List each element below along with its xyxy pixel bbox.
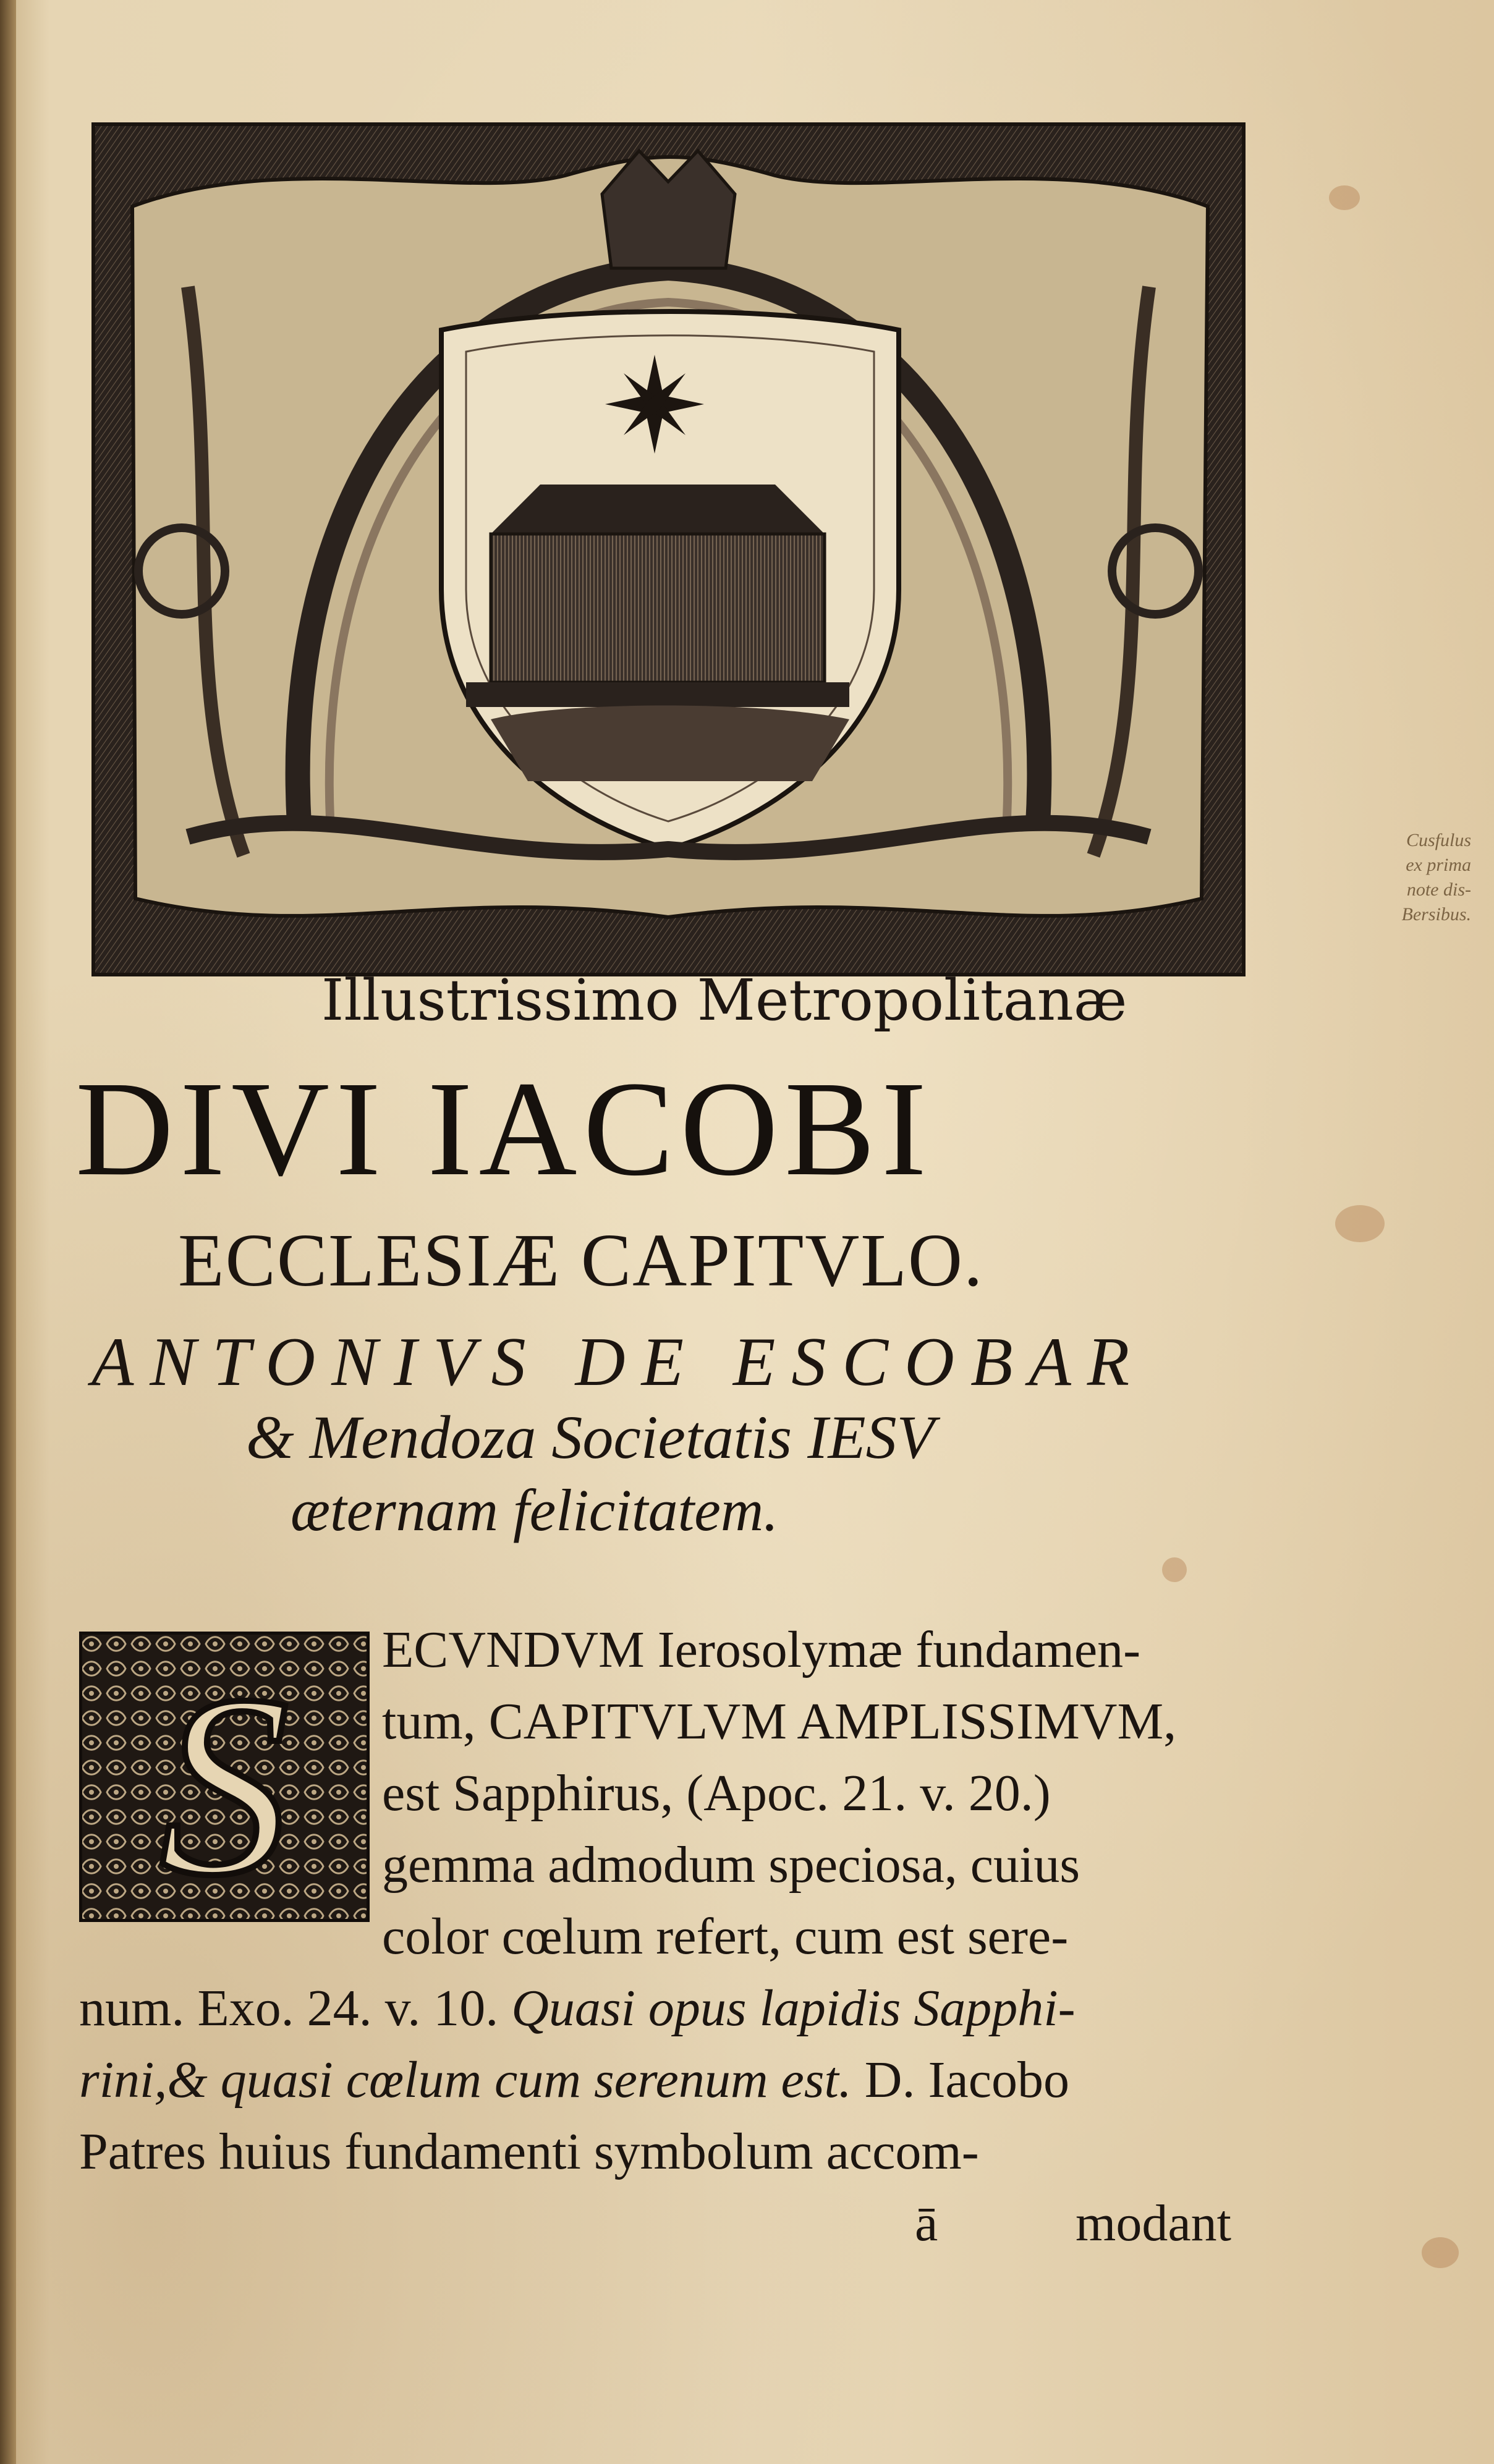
author-line-2: & Mendoza Societatis IESV — [246, 1403, 935, 1471]
foxing-stain — [1329, 185, 1360, 210]
catchword: modant — [1076, 2195, 1231, 2252]
body-text: D. Iacobo — [864, 2051, 1069, 2109]
marginal-note — [1286, 828, 1471, 927]
page-title: DIVI IACOBI — [75, 1053, 933, 1204]
foxing-stain — [1422, 2237, 1459, 2268]
book-spine — [0, 0, 16, 2464]
body-line-1 — [382, 1620, 1140, 1680]
body-smallcaps: CAPITVLVM AMPLISSIMVM, — [488, 1693, 1177, 1750]
body-smallcaps: ECVNDVM — [382, 1621, 645, 1679]
margin-note-line: note dis- — [1406, 879, 1471, 900]
body-line-3: est Sapphirus, (Apoc. 21. v. 20.) — [382, 1764, 1051, 1822]
dedication-line: Illustrissimo Metropolitanæ — [321, 967, 1127, 1033]
body-text: num. Exo. 24. v. 10. — [79, 1979, 499, 2037]
margin-note-line: Bersibus. — [1401, 904, 1471, 925]
body-italic: Quasi opus lapidis Sapphi- — [511, 1979, 1076, 2037]
foxing-stain — [1335, 1205, 1385, 1242]
body-line-7 — [79, 2051, 1069, 2110]
body-italic: rini,& quasi cœlum cum serenum est. — [79, 2051, 852, 2109]
margin-note-line: ex prima — [1406, 855, 1471, 875]
page-subtitle: ECCLESIÆ CAPITVLO. — [178, 1219, 984, 1302]
body-text: tum, — [382, 1693, 476, 1750]
dropcap-letter: S — [159, 1641, 289, 1922]
body-line-8: Patres huius fundamenti symbolum accom- — [79, 2123, 979, 2180]
margin-note-line: Cusfulus — [1406, 830, 1471, 850]
body-text: Ierosolymæ fundamen- — [657, 1621, 1141, 1679]
salutation: æternam felicitatem. — [291, 1477, 779, 1543]
catchword-prefix: ā — [915, 2195, 938, 2252]
body-line-4: gemma admodum speciosa, cuius — [382, 1836, 1080, 1894]
body-line-6 — [79, 1979, 1076, 2038]
foxing-stain — [1162, 1557, 1187, 1582]
author-line: ANTONIVS DE ESCOBAR — [91, 1324, 1146, 1400]
body-line-2 — [382, 1692, 1176, 1751]
body-line-5: color cœlum refert, cum est sere- — [382, 1908, 1069, 1965]
coat-of-arms-engraving — [91, 122, 1246, 976]
ornamental-dropcap — [79, 1632, 370, 1922]
